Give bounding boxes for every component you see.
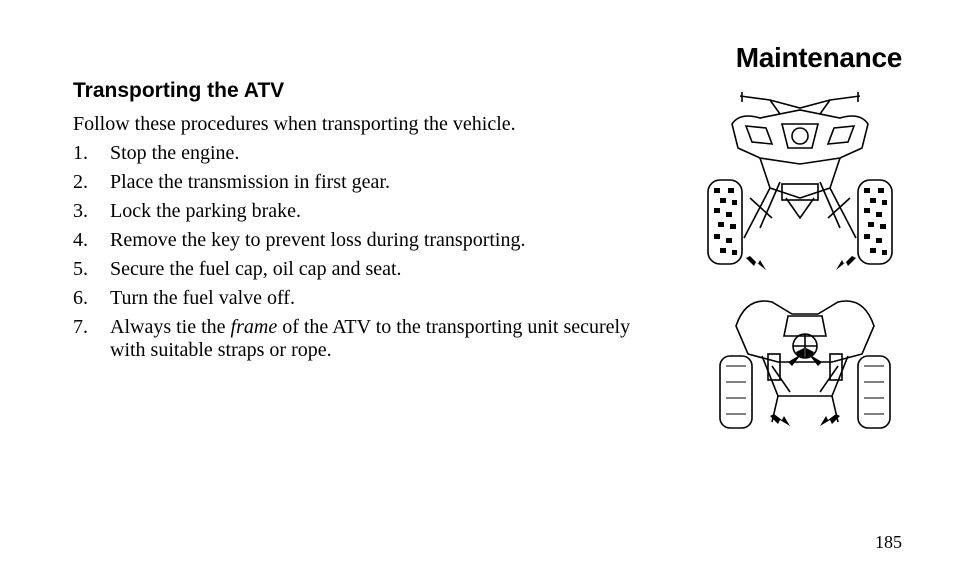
step-number: 5.: [73, 258, 88, 280]
step-number: 1.: [73, 142, 88, 164]
step-number: 7.: [73, 316, 88, 338]
step-text: Secure the fuel cap, oil cap and seat.: [110, 258, 402, 280]
page-heading: Transporting the ATV: [73, 79, 285, 102]
list-item: [73, 200, 633, 223]
step-text: Turn the fuel valve off.: [110, 287, 295, 309]
step-number: 2.: [73, 171, 88, 193]
step-number: 6.: [73, 287, 88, 309]
step-text: Place the transmission in first gear.: [110, 171, 390, 193]
list-item: [73, 258, 633, 281]
step-text: Stop the engine.: [110, 142, 240, 164]
intro-text: Follow these procedures when transporting the vehicle.: [73, 113, 516, 135]
atv-front-tiedown-illustration: [700, 88, 900, 276]
step-text-after: of the ATV to the transporting unit securely with suitable straps or rope.: [110, 316, 631, 361]
step-text-before: Always tie the: [110, 316, 231, 338]
list-item: [73, 142, 633, 165]
procedure-list: [73, 142, 633, 368]
list-item: [73, 316, 633, 362]
step-text: Remove the key to prevent loss during transporting.: [110, 229, 526, 251]
step-number: 4.: [73, 229, 88, 251]
page-number: 185: [875, 532, 902, 552]
atv-rear-tiedown-illustration: [712, 296, 898, 432]
section-title: Maintenance: [735, 42, 902, 73]
list-item: [73, 287, 633, 310]
step-text-emphasis: frame: [230, 316, 278, 338]
list-item: [73, 229, 633, 252]
step-number: 3.: [73, 200, 88, 222]
step-text: Lock the parking brake.: [110, 200, 302, 222]
list-item: [73, 171, 633, 194]
